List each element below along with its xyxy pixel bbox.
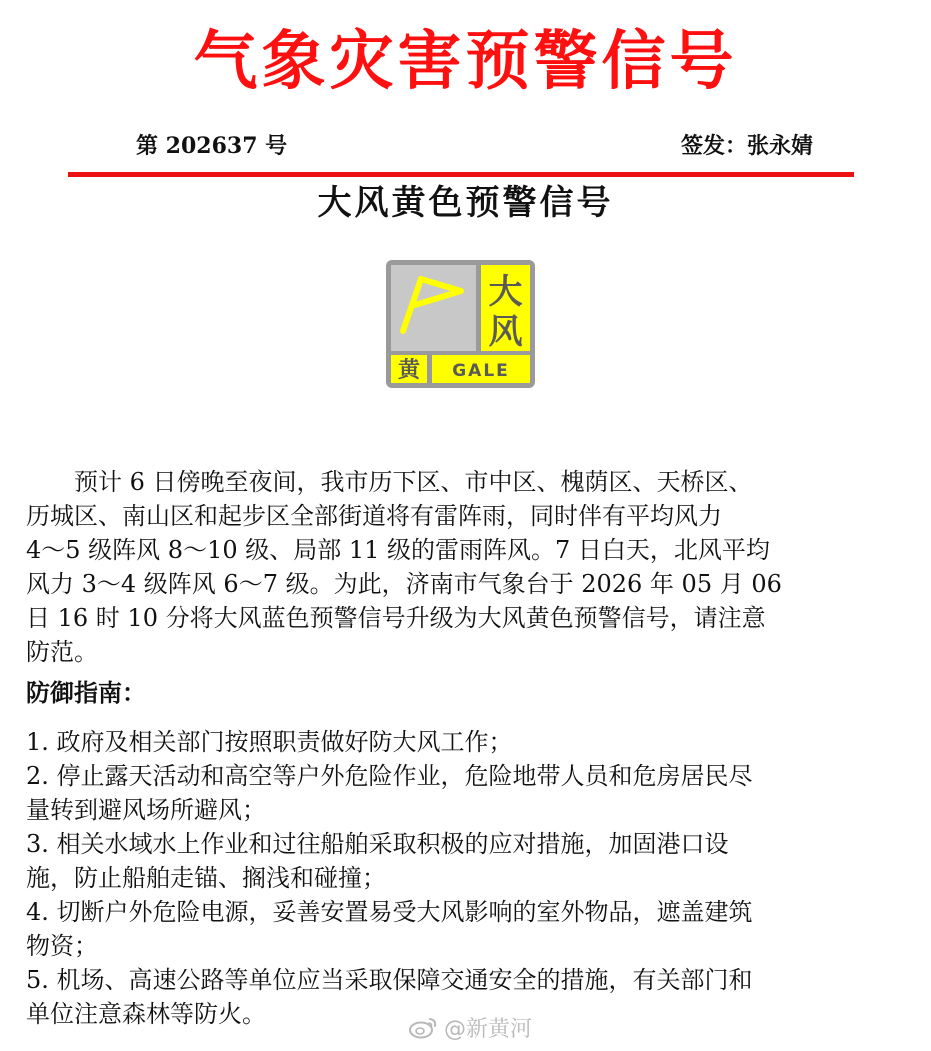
source-watermark [408,1014,532,1040]
guidance-line: 4. 切断户外危险电源，妥善安置易受大风影响的室外物品，遮盖建筑 [26,898,753,926]
document-number: 第 202637 号 [136,133,288,159]
watermark-text: @新黄河 [444,1016,533,1042]
guidance-line: 施，防止船舶走锚、搁浅和碰撞； [26,864,386,892]
weibo-icon [408,1015,438,1039]
lead-paragraph [26,465,906,669]
badge-top-char: 大 [488,272,523,312]
badge-bottom-char: 风 [488,312,523,352]
red-divider [68,172,854,177]
guidance-item [26,759,906,827]
lead-line: 预计 6 日傍晚至夜间，我市历下区、市中区、槐荫区、天桥区、 [26,468,753,496]
guidance-item [26,725,906,759]
badge-level-char: 黄 [397,358,421,383]
lead-line: 风力 3～4 级阵风 6～7 级。为此，济南市气象台于 2026 年 05 月 06 [26,570,782,598]
lead-line: 防范。 [26,638,98,666]
guidance-line: 5. 机场、高速公路等单位应当采取保障交通安全的措施，有关部门和 [26,966,753,994]
guidance-line: 1. 政府及相关部门按照职责做好防大风工作； [26,728,513,756]
document-signer: 签发：张永婧 [680,133,813,159]
guidance-heading: 防御指南： [26,679,146,707]
lead-line: 历城区、南山区和起步区全部街道将有雷阵雨，同时伴有平均风力 [26,502,722,530]
guidance-item [26,895,906,963]
badge-english-label: GALE [452,361,510,381]
guidance-line: 2. 停止露天活动和高空等户外危险作业，危险地带人员和危房居民尽 [26,762,753,790]
gale-yellow-warning-badge [385,259,536,389]
lead-line: 4～5 级阵风 8～10 级、局部 11 级的雷雨阵风。7 日白天，北风平均 [26,536,770,564]
guidance-item [26,827,906,895]
guidance-line: 单位注意森林等防火。 [26,1000,266,1028]
guidance-line: 3. 相关水域水上作业和过往船舶采取积极的应对措施，加固港口设 [26,830,729,858]
document-title: 气象灾害预警信号 [193,25,738,99]
badge-flag-panel [391,265,476,351]
guidance-list [26,725,906,1031]
guidance-line: 量转到避风场所避风； [26,796,266,824]
guidance-line: 物资； [26,932,98,960]
signal-title: 大风黄色预警信号 [317,183,614,223]
lead-line: 日 16 时 10 分将大风蓝色预警信号升级为大风黄色预警信号，请注意 [26,604,766,632]
